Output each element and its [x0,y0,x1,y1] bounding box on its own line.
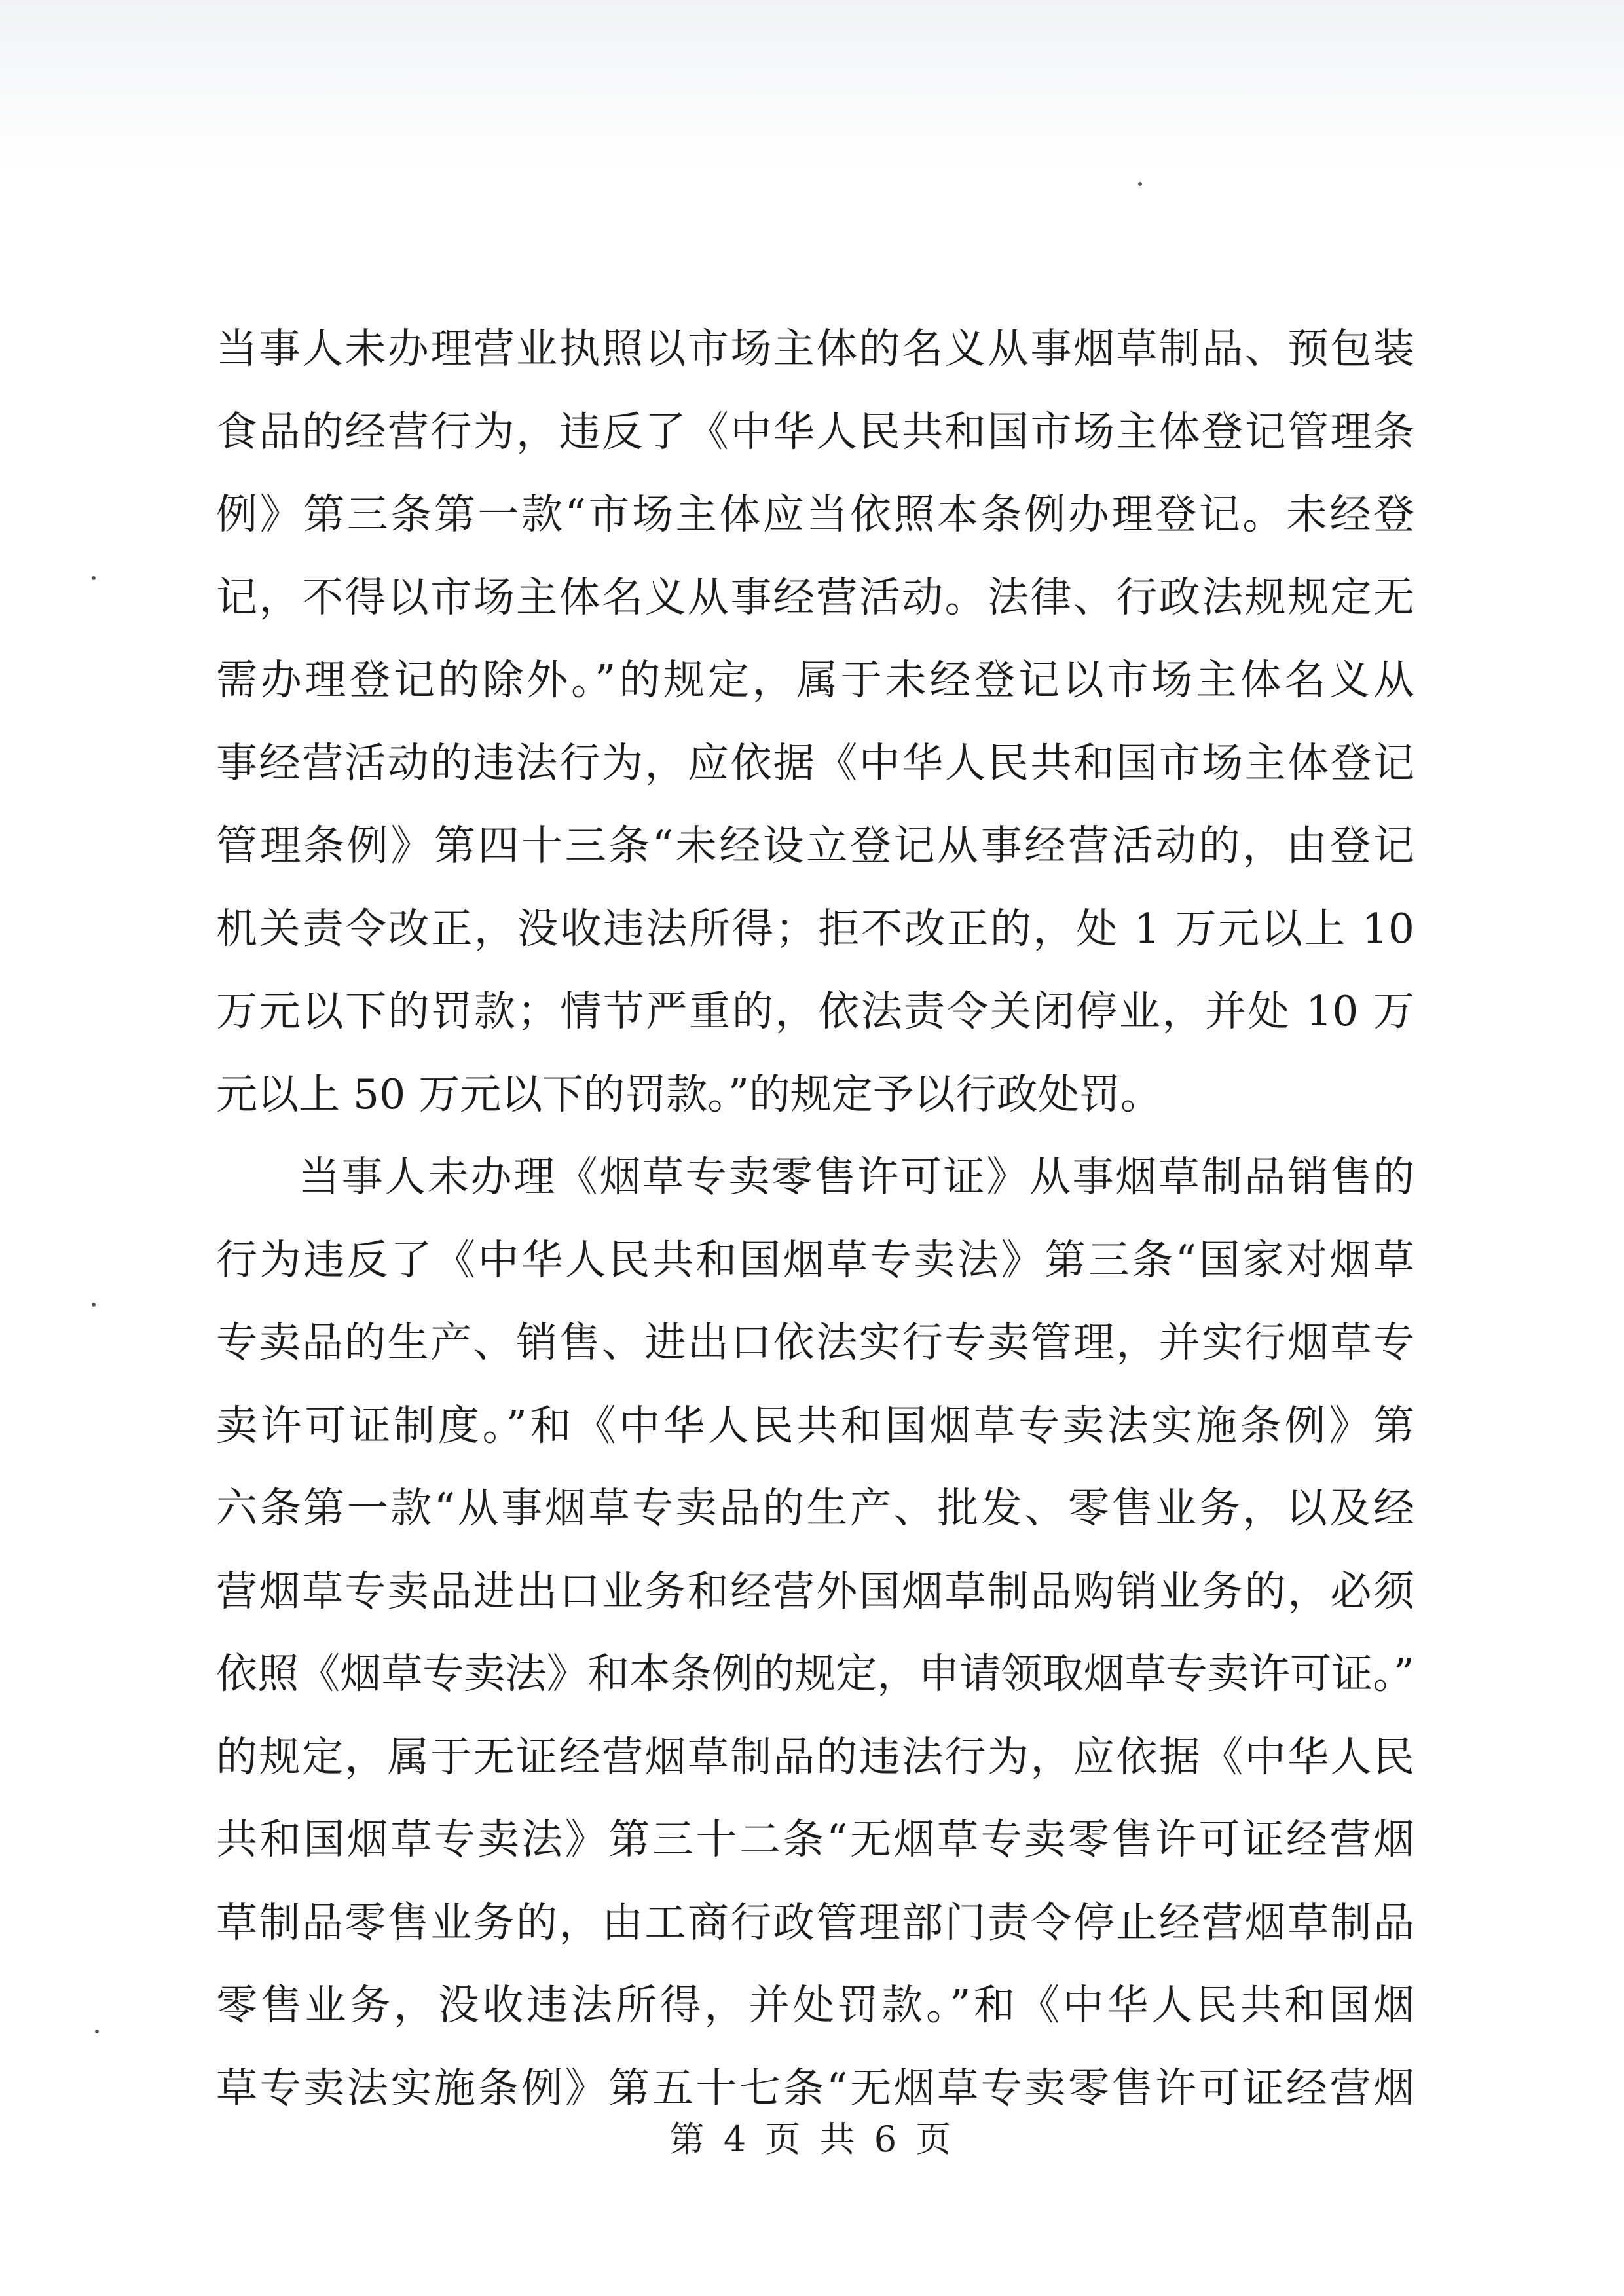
paragraph-2-line-1: 当事人未办理《烟草专卖零售许可证》从事烟草制品销售的 [299,1153,1414,1201]
paragraph-2-line-12: 草专卖法实施条例》第五十七条“无烟草专卖零售许可证经营烟 [216,2064,1414,2112]
paragraph-2-line-7: 依照《烟草专卖法》和本条例的规定，申请领取烟草专卖许可证。” [216,1650,1414,1698]
paragraph-1-line-4: 记，不得以市场主体名义从事经营活动。法律、行政法规规定无 [216,573,1414,621]
paragraph-2-line-2: 行为违反了《中华人民共和国烟草专卖法》第三条“国家对烟草 [216,1235,1414,1284]
paragraph-1-line-10: 元以上 50 万元以下的罚款。”的规定予以行政处罚。 [216,1070,1162,1118]
document-body [216,308,1414,2130]
paragraph-1-line-3: 例》第三条第一款“市场主体应当依照本条例办理登记。未经登 [216,490,1414,538]
paragraph-2-line-4: 卖许可证制度。”和《中华人民共和国烟草专卖法实施条例》第 [216,1401,1414,1449]
paragraph-1-line-5: 需办理登记的除外。”的规定，属于未经登记以市场主体名义从 [216,656,1414,704]
scan-speck [1138,182,1142,186]
paragraph-1-line-2: 食品的经营行为，违反了《中华人民共和国市场主体登记管理条 [216,407,1414,456]
paragraph-1-line-7: 管理条例》第四十三条“未经设立登记从事经营活动的，由登记 [216,822,1414,869]
paragraph-2-line-3: 专卖品的生产、销售、进出口依法实行专卖管理，并实行烟草专 [216,1319,1414,1366]
paragraph-2-line-5: 六条第一款“从事烟草专卖品的生产、批发、零售业务，以及经 [216,1484,1414,1532]
paragraph-2-line-8: 的规定，属于无证经营烟草制品的违法行为，应依据《中华人民 [216,1732,1414,1781]
paragraph-2-line-11: 零售业务，没收违法所得，并处罚款。”和《中华人民共和国烟 [216,1981,1414,2029]
paragraph-1-line-9: 万元以下的罚款；情节严重的，依法责令关闭停业，并处 10 万 [216,987,1414,1035]
scan-speck [92,1303,96,1307]
paragraph-2-line-10: 草制品零售业务的，由工商行政管理部门责令停止经营烟草制品 [216,1898,1414,1946]
page-number-footer: 第 4 页 共 6 页 [669,2119,955,2160]
paragraph-2-line-6: 营烟草专卖品进出口业务和经营外国烟草制品购销业务的，必须 [216,1567,1414,1615]
paragraph-1-line-6: 事经营活动的违法行为，应依据《中华人民共和国市场主体登记 [216,738,1414,787]
scan-speck [95,2030,99,2033]
paragraph-2-line-9: 共和国烟草专卖法》第三十二条“无烟草专卖零售许可证经营烟 [216,1815,1414,1863]
paragraph-1-line-1: 当事人未办理营业执照以市场主体的名义从事烟草制品、预包装 [216,325,1414,373]
paragraph-1-line-8: 机关责令改正，没收违法所得；拒不改正的，处 1 万元以上 10 [216,904,1414,953]
scan-speck [92,576,96,580]
